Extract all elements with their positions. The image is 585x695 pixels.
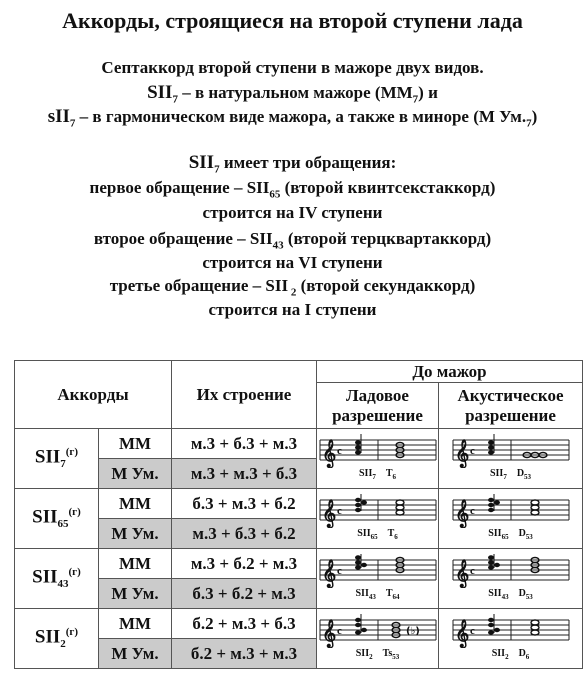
intro-line-3: sII$_7$ – в гармоническом виде мажора, а также в миноре (М $Ум._7$) bbox=[47, 106, 538, 130]
acoustic-resolution-cell: $SII_{65}$ $D_{53}$ bbox=[439, 489, 583, 549]
chord-name: $SII_2^{(г)}$ bbox=[15, 609, 99, 669]
music-staff-icon bbox=[318, 494, 438, 528]
mum-label: М Ум. bbox=[99, 639, 172, 669]
inversions-heading: $SII_7$ имеет три обращения: bbox=[188, 152, 397, 176]
mum-label: М Ум. bbox=[99, 519, 172, 549]
mm-label: ММ bbox=[99, 609, 172, 639]
mm-label: ММ bbox=[99, 549, 172, 579]
acoustic-resolution-cell: $SII_{43}$ $D_{53}$ bbox=[439, 549, 583, 609]
music-staff-icon bbox=[318, 554, 438, 588]
chord-name: $SII_7^{(г)}$ bbox=[15, 429, 99, 489]
music-staff-icon bbox=[451, 494, 571, 528]
svg-text:(♭): (♭) bbox=[405, 626, 420, 637]
inversion-1-degree: строится на IV ступени bbox=[202, 203, 383, 222]
inversion-2-degree: строится на VI ступени bbox=[202, 253, 383, 272]
structure-mm: б.2 + м.3 + б.3 bbox=[172, 609, 317, 639]
page-title: Аккорды, строящиеся на второй ступени лада bbox=[62, 8, 523, 33]
header-acoustic-resolution: Акустическое разрешение bbox=[439, 383, 583, 429]
structure-mm: б.3 + м.3 + б.2 bbox=[172, 489, 317, 519]
structure-mm: м.3 + б.2 + м.3 bbox=[172, 549, 317, 579]
header-structure: Их строение bbox=[172, 361, 317, 429]
mm-label: ММ bbox=[99, 489, 172, 519]
structure-mum: м.3 + м.3 + б.3 bbox=[172, 459, 317, 489]
acoustic-resolution-cell: $SII_2$ $D_6$ bbox=[439, 609, 583, 669]
mum-label: М Ум. bbox=[99, 459, 172, 489]
structure-mm: м.3 + б.3 + м.3 bbox=[172, 429, 317, 459]
modal-resolution-cell: $SII_7$ $T_6$ bbox=[317, 429, 439, 489]
chord-name: $SII_{43}^{(г)}$ bbox=[15, 549, 99, 609]
modal-resolution-cell: $SII_{65}$ $T_6$ bbox=[317, 489, 439, 549]
inversion-3-degree: строится на I ступени bbox=[208, 300, 377, 319]
music-staff-icon bbox=[451, 434, 571, 468]
modal-resolution-cell: (♭) $SII_2$ $Ts_{53}$ bbox=[317, 609, 439, 669]
music-staff-icon bbox=[451, 614, 571, 648]
inversion-1: первое обращение – $SII_{65}$ (второй квинтсекстаккорд) bbox=[89, 178, 496, 201]
header-modal-resolution: Ладовое разрешение bbox=[317, 383, 439, 429]
structure-mum: м.3 + б.3 + б.2 bbox=[172, 519, 317, 549]
acoustic-resolution-cell: $SII_7$ $D_{53}$ bbox=[439, 429, 583, 489]
modal-resolution-cell: $SII_{43}$ $T_{64}$ bbox=[317, 549, 439, 609]
inversion-2: второе обращение – $SII_{43}$ (второй терцквартаккорд) bbox=[93, 229, 492, 252]
chord-table bbox=[14, 360, 583, 669]
music-staff-icon bbox=[451, 554, 571, 588]
intro-line-1: Септаккорд второй ступени в мажоре двух видов. bbox=[101, 58, 484, 77]
header-chords: Аккорды bbox=[15, 361, 172, 429]
music-staff-icon bbox=[318, 614, 438, 648]
structure-mum: б.2 + м.3 + м.3 bbox=[172, 639, 317, 669]
header-key: До мажор bbox=[317, 361, 583, 383]
mum-label: М Ум. bbox=[99, 579, 172, 609]
structure-mum: б.3 + б.2 + м.3 bbox=[172, 579, 317, 609]
music-staff-icon bbox=[318, 434, 438, 468]
intro-line-2: $SII_7$ – в натуральном мажоре $(ММ_7)$ и bbox=[147, 82, 438, 106]
mm-label: ММ bbox=[99, 429, 172, 459]
chord-name: $SII_{65}^{(г)}$ bbox=[15, 489, 99, 549]
inversion-3: третье обращение – SII $_2$ (второй секундаккорд) bbox=[109, 276, 476, 299]
